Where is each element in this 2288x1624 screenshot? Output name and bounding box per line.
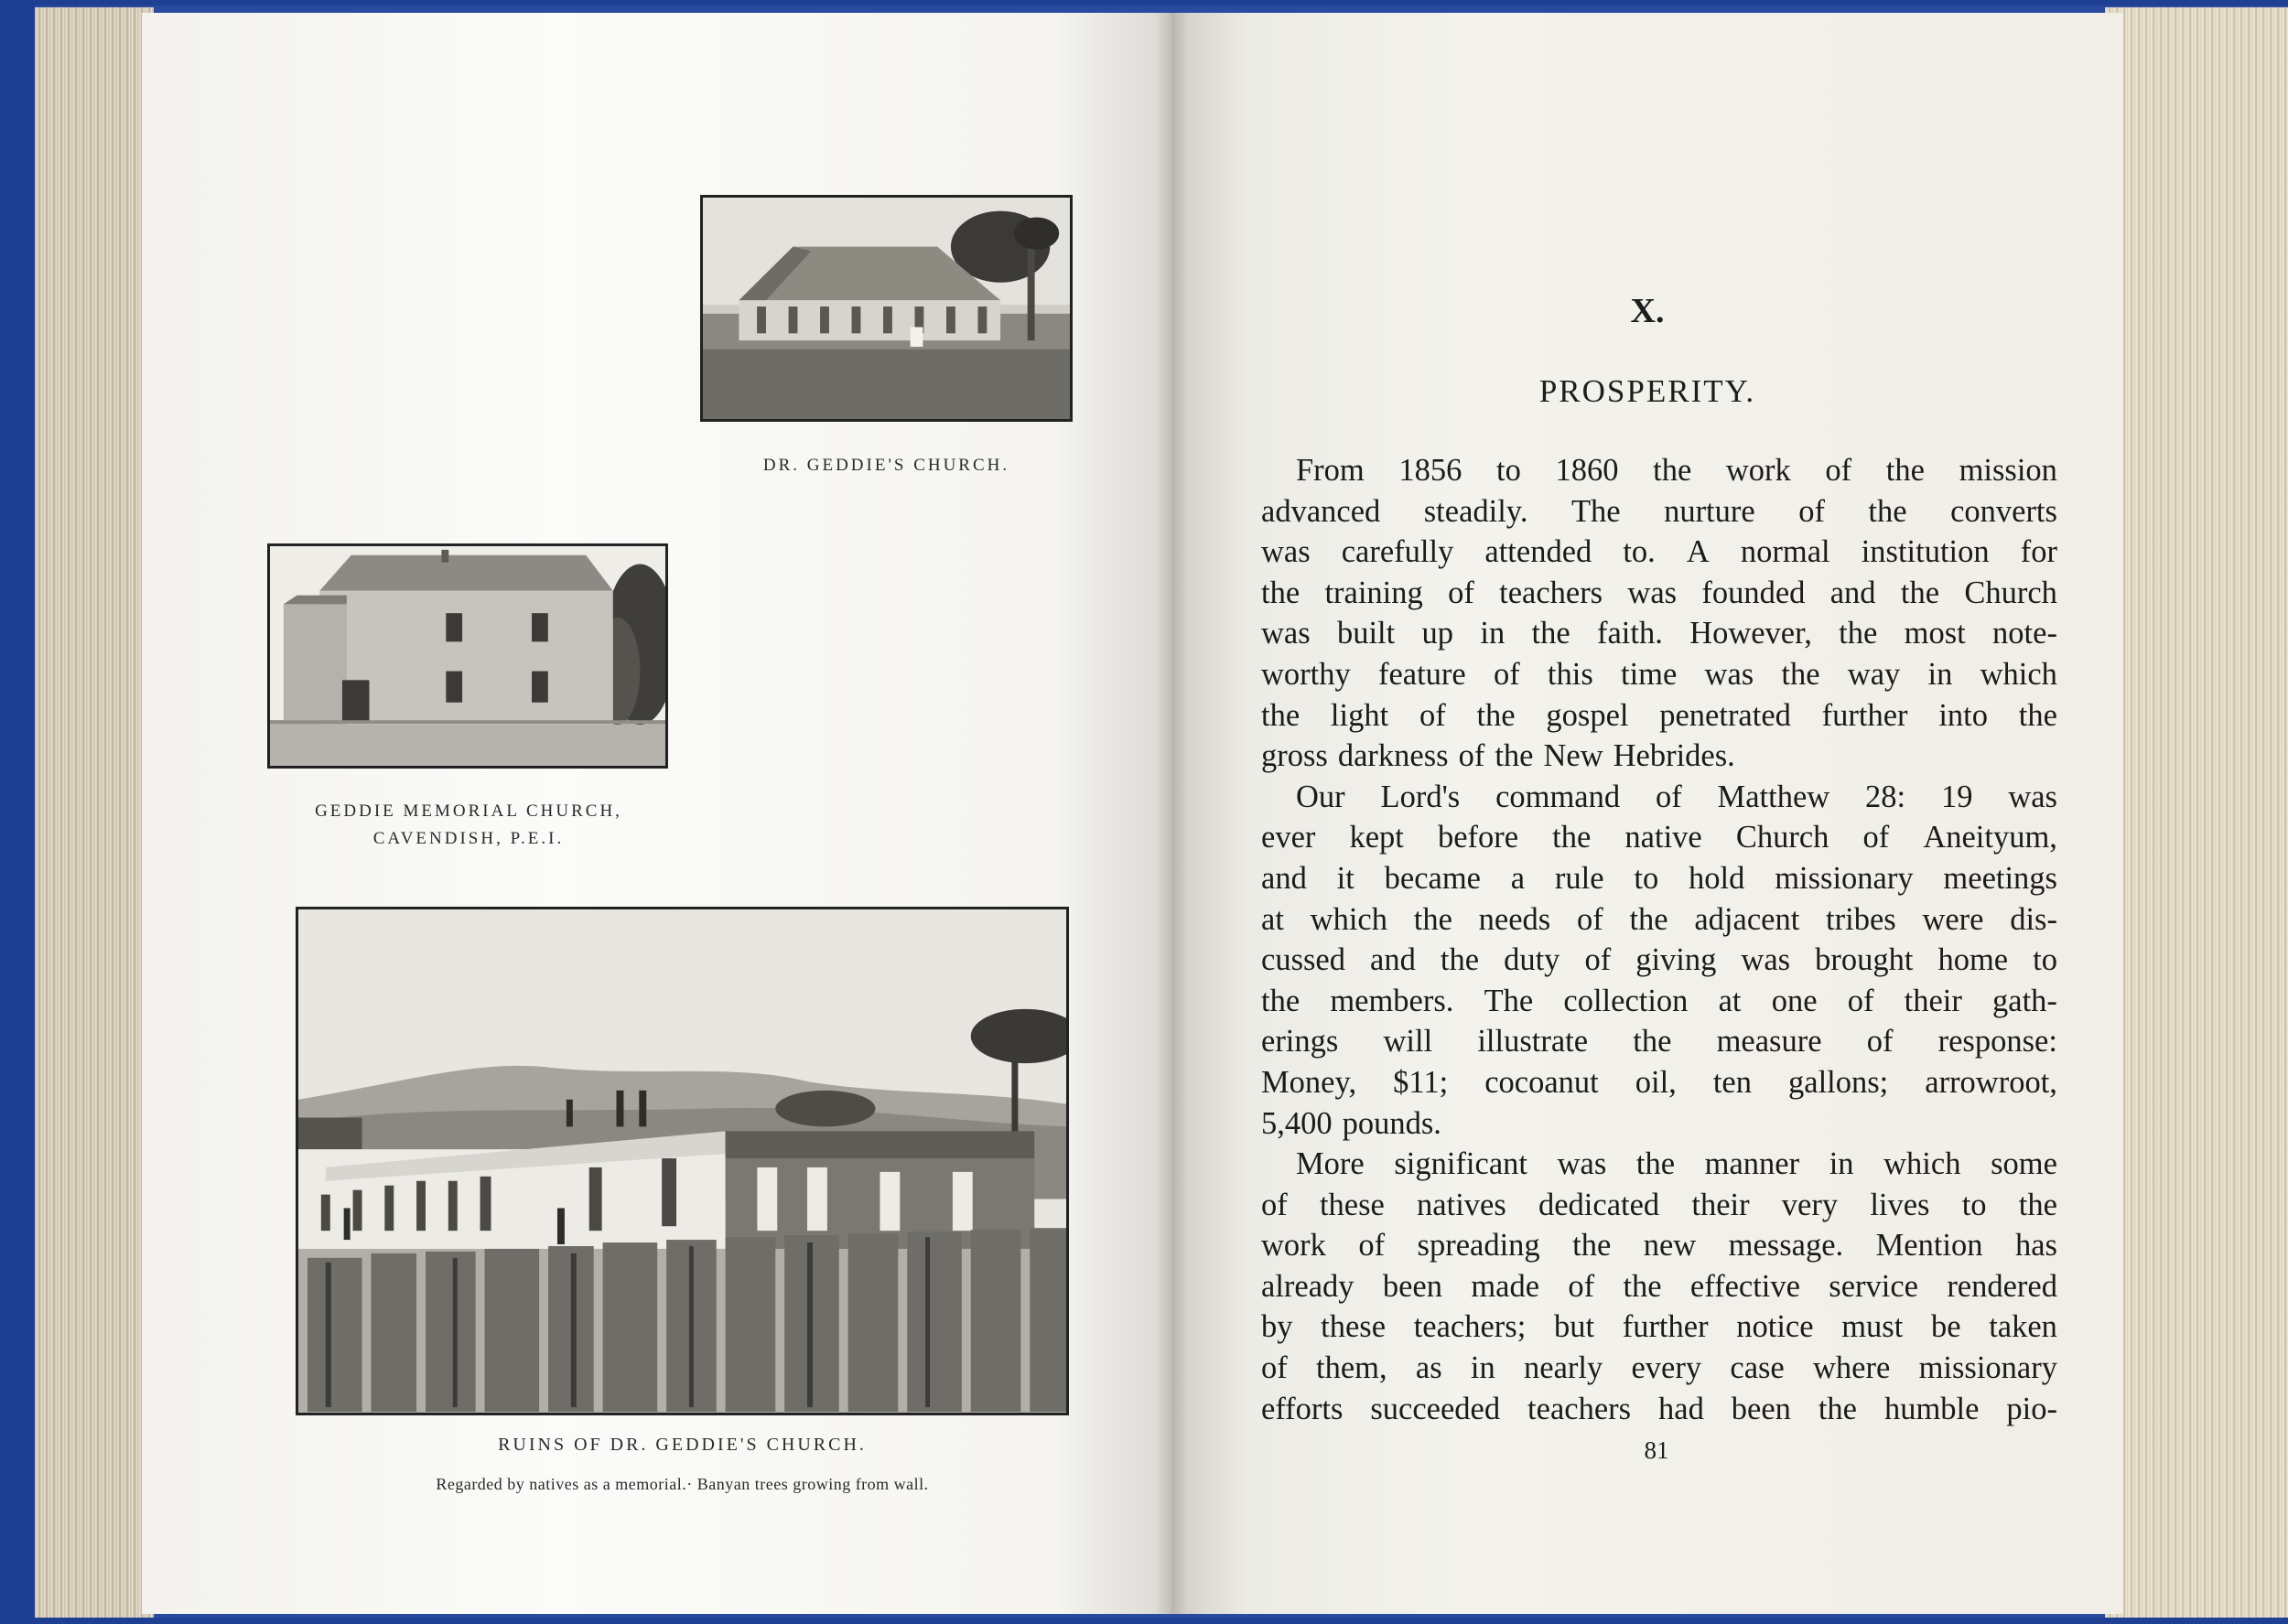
page-edges-right <box>2105 7 2288 1618</box>
text-line <box>1261 899 2057 941</box>
text-line <box>1261 1225 2057 1266</box>
word: into <box>1938 697 1988 733</box>
word: Hebrides. <box>1613 738 1735 774</box>
word: was <box>1741 942 1791 978</box>
word: the <box>1900 575 1940 610</box>
caption-memorial-line1: GEDDIE MEMORIAL CHURCH, <box>315 801 622 821</box>
word: home <box>1937 942 2009 978</box>
word: for <box>2020 534 2057 570</box>
word: of <box>1568 1268 1595 1304</box>
word: became <box>1384 860 1481 896</box>
word: 19 <box>1940 779 1973 814</box>
word: teachers <box>1527 1391 1632 1426</box>
word: the <box>1440 942 1480 978</box>
word: measure <box>1716 1024 1822 1059</box>
word: efforts <box>1261 1391 1344 1426</box>
word: way <box>1847 656 1901 692</box>
text-line <box>1261 695 2057 737</box>
word: The <box>1484 983 1534 1018</box>
word: some <box>1991 1146 2057 1182</box>
word: taken <box>1989 1309 2057 1345</box>
word: steadily. <box>1423 493 1528 529</box>
text-line <box>1261 1389 2057 1430</box>
word: advanced <box>1261 493 1381 529</box>
word: the <box>1633 1024 1672 1059</box>
word: notice <box>1736 1309 1814 1345</box>
word: 1856 <box>1398 453 1462 488</box>
word: darkness <box>1337 738 1449 774</box>
word: them, <box>1316 1350 1387 1386</box>
word: From <box>1296 453 1365 488</box>
word: by <box>1261 1309 1293 1345</box>
word: The <box>1570 493 1621 529</box>
word: gath- <box>1992 983 2057 1018</box>
word: which <box>1883 1146 1961 1182</box>
word: the <box>1531 616 1570 651</box>
text-line <box>1261 1348 2057 1389</box>
word: further <box>1622 1309 1709 1345</box>
caption-geddies-church: DR. GEDDIE'S CHURCH. <box>762 456 1010 475</box>
word: in <box>1829 1146 1854 1182</box>
word: every <box>1631 1350 1702 1386</box>
word: the <box>2018 697 2057 733</box>
word: were <box>1922 901 1984 937</box>
word: dis- <box>2010 901 2057 937</box>
word: Lord's <box>1380 779 1461 814</box>
word: of <box>1458 738 1485 774</box>
word: note- <box>1992 616 2057 651</box>
word: Church <box>1964 575 2057 610</box>
word: arrowroot, <box>1925 1064 2057 1100</box>
text-line <box>1261 532 2057 573</box>
word: this <box>1547 656 1593 692</box>
text-line <box>1261 1266 2057 1307</box>
word: pounds. <box>1342 1105 1441 1141</box>
word: had <box>1658 1391 1704 1426</box>
word: illustrate <box>1477 1024 1589 1059</box>
word: of <box>1493 656 1520 692</box>
word: of <box>1261 1350 1288 1386</box>
word: missionary <box>1918 1350 2057 1386</box>
word: gross <box>1261 738 1328 774</box>
word: in <box>1480 616 1506 651</box>
paragraph <box>1261 1144 2057 1429</box>
word: up <box>1421 616 1454 651</box>
word: oil, <box>1635 1064 1677 1100</box>
word: been <box>1731 1391 1791 1426</box>
word: A <box>1686 534 1710 570</box>
word: of <box>1261 1187 1288 1222</box>
chapter-body <box>1261 450 2057 1429</box>
word: their <box>1904 983 1962 1018</box>
word: Mention <box>1875 1228 1983 1264</box>
word: the <box>1635 1146 1676 1182</box>
word: New <box>1543 738 1603 774</box>
word: humble <box>1883 1391 1980 1426</box>
word: of <box>1584 942 1612 978</box>
word: attended <box>1484 534 1592 570</box>
word: feature <box>1377 656 1466 692</box>
word: where <box>1813 1350 1891 1386</box>
word: in <box>1470 1350 1495 1386</box>
word: 28: <box>1865 779 1906 814</box>
church-image <box>703 198 1070 419</box>
text-line <box>1261 573 2057 614</box>
word: further <box>1821 697 1908 733</box>
text-line <box>1261 858 2057 899</box>
word: significant <box>1394 1146 1527 1182</box>
word: of <box>1358 1228 1386 1264</box>
word: converts <box>1950 493 2057 529</box>
word: lives <box>1870 1187 1930 1222</box>
word: to <box>1634 860 1659 896</box>
text-line <box>1261 1103 2057 1145</box>
text-line <box>1261 613 2057 654</box>
word: Church <box>1735 820 1829 855</box>
word: the <box>2018 1187 2057 1222</box>
text-line <box>1261 1144 2057 1185</box>
word: already <box>1261 1268 1354 1304</box>
word: institution <box>1861 534 1990 570</box>
word: cocoanut <box>1484 1064 1599 1100</box>
word: Our <box>1296 779 1345 814</box>
word: 5,400 <box>1261 1105 1333 1141</box>
word: most <box>1904 616 1966 651</box>
word: and <box>1261 860 1307 896</box>
paragraph <box>1261 450 2057 777</box>
paragraph <box>1261 777 2057 1144</box>
word: of <box>1798 493 1825 529</box>
word: the <box>1572 1228 1612 1264</box>
word: command <box>1495 779 1621 814</box>
word: the <box>1885 453 1925 488</box>
word: nearly <box>1524 1350 1603 1386</box>
word: dedicated <box>1538 1187 1660 1222</box>
word: work <box>1725 453 1791 488</box>
word: the <box>1413 901 1452 937</box>
word: the <box>1781 656 1820 692</box>
ruins-image <box>298 909 1066 1413</box>
word: teachers <box>1499 575 1603 610</box>
word: teachers; <box>1413 1309 1527 1345</box>
word: of <box>1866 1024 1894 1059</box>
word: these <box>1319 1187 1385 1222</box>
word: More <box>1296 1146 1365 1182</box>
word: these <box>1321 1309 1387 1345</box>
word: be <box>1930 1309 1961 1345</box>
word: the <box>1653 453 1692 488</box>
word: gospel <box>1546 697 1629 733</box>
word: will <box>1383 1024 1433 1059</box>
word: missionary <box>1775 860 1914 896</box>
word: to <box>1496 453 1521 488</box>
text-line <box>1261 981 2057 1022</box>
word: hold <box>1689 860 1745 896</box>
word: adjacent <box>1694 901 1800 937</box>
word: and <box>1829 575 1876 610</box>
word: and <box>1370 942 1416 978</box>
text-line <box>1261 1021 2057 1062</box>
word: manner <box>1704 1146 1800 1182</box>
word: the <box>1261 697 1300 733</box>
word: to <box>1961 1187 1987 1222</box>
word: was <box>1557 1146 1607 1182</box>
word: normal <box>1740 534 1830 570</box>
word: carefully <box>1341 534 1454 570</box>
word: cussed <box>1261 942 1345 978</box>
book-gutter <box>1155 13 1188 1614</box>
word: was <box>1704 656 1754 692</box>
word: training <box>1324 575 1423 610</box>
word: natives <box>1417 1187 1506 1222</box>
caption-ruins: RUINS OF DR. GEDDIE'S CHURCH. <box>498 1435 867 1455</box>
word: brought <box>1815 942 1914 978</box>
word: faith. <box>1596 616 1663 651</box>
word: which <box>1980 656 2057 692</box>
word: to <box>2033 942 2057 978</box>
word: before <box>1437 820 1519 855</box>
word: the <box>1623 1268 1662 1304</box>
word: mission <box>1959 453 2057 488</box>
word: new <box>1643 1228 1697 1264</box>
word: light <box>1330 697 1389 733</box>
text-line <box>1261 736 2057 777</box>
word: ever <box>1261 820 1316 855</box>
word: but <box>1553 1309 1595 1345</box>
word: pio- <box>2006 1391 2057 1426</box>
word: it <box>1336 860 1354 896</box>
word: built <box>1336 616 1396 651</box>
word: gallons; <box>1788 1064 1889 1100</box>
word: was <box>1261 616 1311 651</box>
text-line <box>1261 491 2057 532</box>
word: a <box>1510 860 1526 896</box>
text-line <box>1261 1307 2057 1348</box>
photo-geddies-church <box>700 195 1073 422</box>
word: succeeded <box>1370 1391 1501 1426</box>
word: at <box>1718 983 1742 1018</box>
word: response: <box>1937 1024 2057 1059</box>
word: time <box>1621 656 1678 692</box>
word: Matthew <box>1717 779 1830 814</box>
word: giving <box>1635 942 1717 978</box>
word: of <box>1576 901 1603 937</box>
word: was <box>2008 779 2057 814</box>
word: native <box>1624 820 1702 855</box>
photo-ruins <box>296 907 1069 1415</box>
word: the <box>1868 493 1907 529</box>
photo-memorial-church <box>267 543 668 769</box>
word: made <box>1471 1268 1540 1304</box>
word: at <box>1261 901 1284 937</box>
word: Aneityum, <box>1923 820 2057 855</box>
word: case <box>1730 1350 1785 1386</box>
word: was <box>1261 534 1311 570</box>
caption-memorial-line2: CAVENDISH, P.E.I. <box>372 829 565 848</box>
word: work <box>1261 1228 1326 1264</box>
word: of <box>1419 697 1446 733</box>
chapter-title: PROSPERITY. <box>1538 373 1756 409</box>
word: 1860 <box>1555 453 1619 488</box>
word: ten <box>1712 1064 1752 1100</box>
word: of <box>1862 820 1890 855</box>
word: tribes <box>1826 901 1896 937</box>
word: service <box>1829 1268 1918 1304</box>
memorial-church-image <box>270 546 665 766</box>
word: kept <box>1349 820 1404 855</box>
word: the <box>1818 1391 1857 1426</box>
word: message. <box>1728 1228 1844 1264</box>
word: has <box>2014 1228 2057 1264</box>
word: founded <box>1701 575 1806 610</box>
text-line <box>1261 654 2057 695</box>
word: Money, <box>1261 1064 1357 1100</box>
text-line <box>1261 450 2057 491</box>
word: the <box>1839 616 1878 651</box>
word: the <box>1552 820 1592 855</box>
word: penetrated <box>1659 697 1791 733</box>
word: duty <box>1504 942 1560 978</box>
word: collection <box>1563 983 1689 1018</box>
word: of <box>1847 983 1874 1018</box>
text-line <box>1261 1062 2057 1103</box>
word: to. <box>1623 534 1656 570</box>
word: been <box>1382 1268 1442 1304</box>
caption-ruins-note: Regarded by natives as a memorial.· Banyan trees growing from wall. <box>436 1475 929 1493</box>
word: must <box>1841 1309 1904 1345</box>
word: the <box>1495 738 1534 774</box>
word: was <box>1627 575 1678 610</box>
word: meetings <box>1943 860 2057 896</box>
text-line <box>1261 940 2057 981</box>
word: $11; <box>1393 1064 1449 1100</box>
word: the <box>1261 983 1300 1018</box>
word: effective <box>1689 1268 1800 1304</box>
page-number: 81 <box>1644 1436 1669 1464</box>
word: spreading <box>1417 1228 1540 1264</box>
chapter-number: X. <box>1630 292 1665 330</box>
word: in <box>1927 656 1953 692</box>
word: of <box>1655 779 1682 814</box>
word: members. <box>1330 983 1454 1018</box>
word: as <box>1415 1350 1442 1386</box>
text-line <box>1261 777 2057 818</box>
word: erings <box>1261 1024 1339 1059</box>
word: rule <box>1554 860 1604 896</box>
word: of <box>1825 453 1852 488</box>
word: However, <box>1689 616 1812 651</box>
word: very <box>1781 1187 1839 1222</box>
word: their <box>1691 1187 1750 1222</box>
word: rendered <box>1947 1268 2057 1304</box>
page-edges-left <box>35 7 154 1618</box>
word: of <box>1448 575 1474 610</box>
word: the <box>1476 697 1516 733</box>
word: worthy <box>1261 656 1351 692</box>
word: the <box>1629 901 1668 937</box>
word: needs <box>1478 901 1551 937</box>
word: one <box>1771 983 1818 1018</box>
text-line <box>1261 1185 2057 1226</box>
word: nurture <box>1664 493 1755 529</box>
text-line <box>1261 817 2057 858</box>
word: which <box>1310 901 1387 937</box>
word: the <box>1261 575 1300 610</box>
